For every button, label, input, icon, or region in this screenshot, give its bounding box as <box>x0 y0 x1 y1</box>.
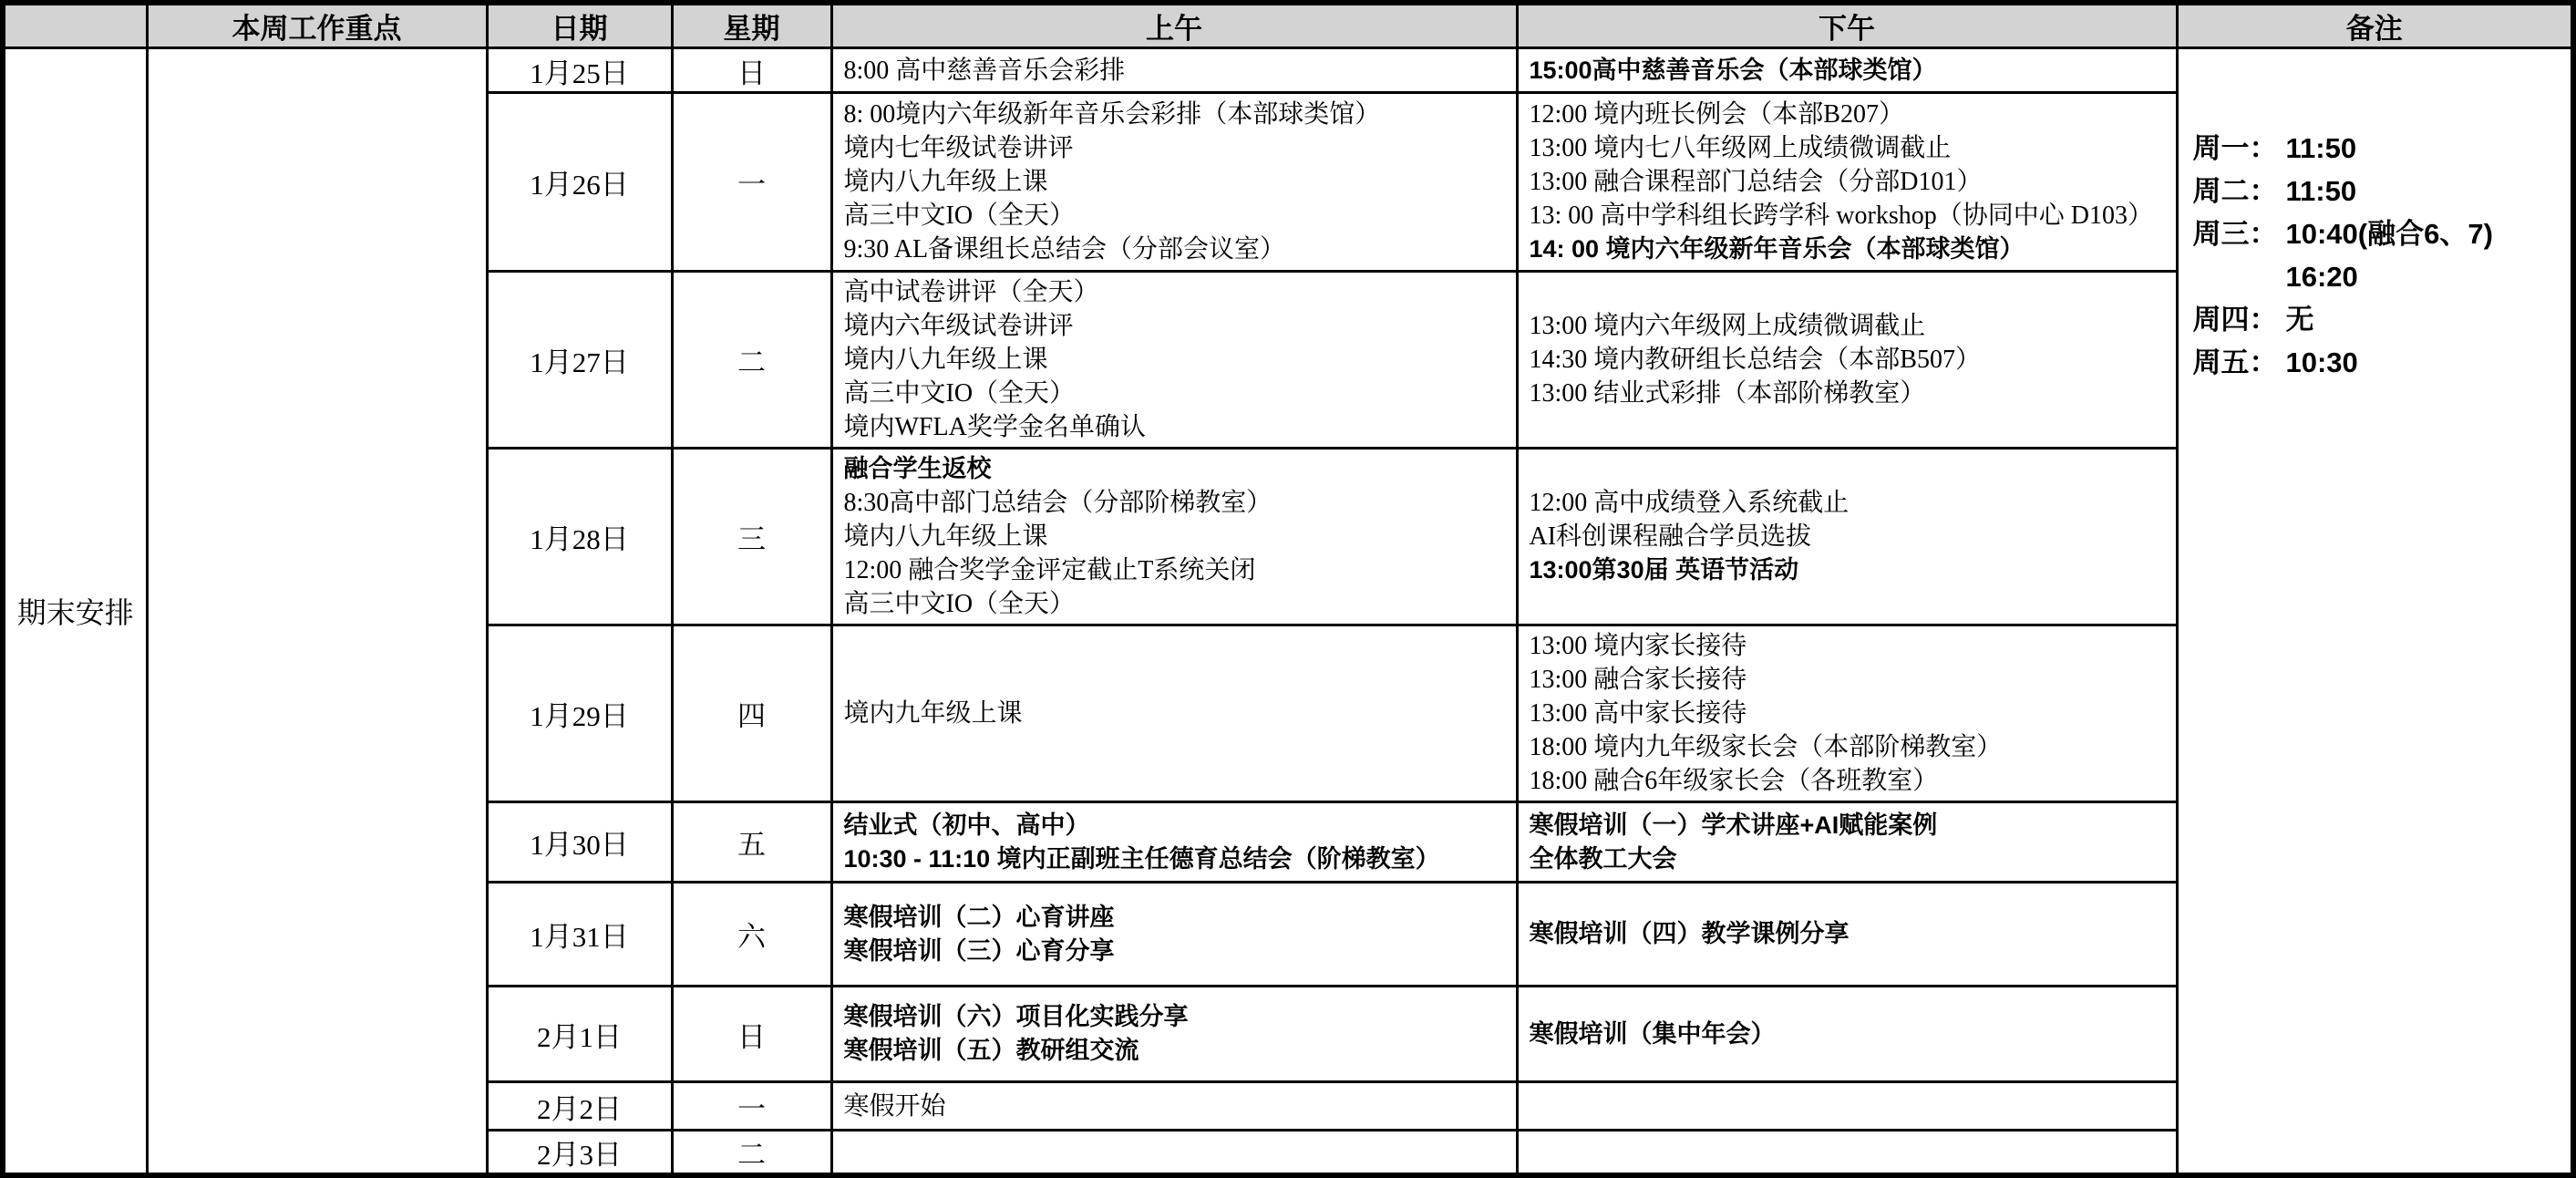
morning-cell <box>831 1131 1517 1176</box>
weekday-cell: 二 <box>672 272 831 449</box>
weekday-cell: 日 <box>672 987 831 1082</box>
weekday-cell: 一 <box>672 93 831 272</box>
note-value: 10:30 <box>2285 346 2358 378</box>
note-label: 周三： <box>2192 218 2278 250</box>
date-cell: 1月31日 <box>487 883 672 987</box>
event-line: 13:00 结业式彩排（本部阶梯教室） <box>1529 379 1926 408</box>
date-cell: 1月25日 <box>487 48 672 93</box>
date-cell: 2月2日 <box>487 1082 672 1131</box>
event-line: 13:00 境内六年级网上成绩微调截止 <box>1529 312 1926 340</box>
event-line: 寒假培训（五）教研组交流 <box>843 1037 1139 1064</box>
afternoon-cell <box>1517 987 2177 1082</box>
event-line: 12:00 境内班长例会（本部B207） <box>1529 100 1904 129</box>
note-value: 11:50 <box>2285 175 2357 207</box>
header-weekday: 星期 <box>672 3 831 48</box>
event-line: 结业式（初中、高中） <box>843 811 1090 839</box>
date-cell: 1月28日 <box>487 449 672 625</box>
event-line: 14: 00 境内六年级新年音乐会（本部球类馆） <box>1529 235 2025 263</box>
event-line: 9:30 AL备课组长总结会（分部会议室） <box>843 235 1286 264</box>
date-cell: 1月30日 <box>487 802 672 883</box>
note-value: 16:20 <box>2285 261 2358 293</box>
event-line: 高三中文IO（全天） <box>843 379 1076 408</box>
event-line: 8:00 高中慈善音乐会彩排 <box>843 56 1126 85</box>
event-line: 高三中文IO（全天） <box>843 202 1076 230</box>
event-line: 12:00 融合奖学金评定截止T系统关闭 <box>843 556 1256 584</box>
event-line: 境内八九年级上课 <box>843 522 1048 551</box>
event-line: 高中试卷讲评（全天） <box>843 278 1099 306</box>
weekday-cell: 六 <box>672 883 831 987</box>
event-line: 高三中文IO（全天） <box>843 590 1076 618</box>
event-line: 15:00高中慈善音乐会（本部球类馆） <box>1529 56 1937 84</box>
event-line: 寒假培训（六）项目化实践分享 <box>843 1003 1189 1030</box>
event-line: 18:00 境内九年级家长会（本部阶梯教室） <box>1529 733 2003 761</box>
afternoon-cell <box>1517 449 2177 625</box>
event-line: 13:00第30届 英语节活动 <box>1529 556 1799 584</box>
morning-cell <box>831 48 1517 93</box>
afternoon-cell <box>1517 93 2177 272</box>
event-line: 全体教工大会 <box>1529 844 1677 873</box>
note-label: 周四： <box>2192 304 2278 336</box>
note-line <box>2193 212 2564 255</box>
header-afternoon: 下午 <box>1517 3 2177 48</box>
event-line: 12:00 高中成绩登入系统截止 <box>1529 489 1850 517</box>
afternoon-cell <box>1517 272 2177 449</box>
event-line: 寒假培训（集中年会） <box>1529 1019 1776 1048</box>
date-cell: 2月1日 <box>487 987 672 1082</box>
header-morning: 上午 <box>831 3 1517 48</box>
header-blank <box>3 3 147 48</box>
note-label: 周五： <box>2192 346 2278 378</box>
event-line: 寒假培训（二）心育讲座 <box>843 903 1115 931</box>
morning-cell <box>831 93 1517 272</box>
date-cell: 1月27日 <box>487 272 672 449</box>
afternoon-cell <box>1517 1082 2177 1131</box>
note-value: 无 <box>2285 304 2314 336</box>
event-line: 境内八九年级上课 <box>843 346 1048 374</box>
header-remarks: 备注 <box>2177 3 2573 48</box>
header-week-focus: 本周工作重点 <box>147 3 487 48</box>
event-line: 寒假开始 <box>843 1091 946 1121</box>
event-line: 8:30高中部门总结会（分部阶梯教室） <box>843 489 1273 517</box>
date-cell: 1月26日 <box>487 93 672 272</box>
date-cell: 2月3日 <box>487 1131 672 1176</box>
weekday-cell: 日 <box>672 48 831 93</box>
week-focus-cell <box>147 48 487 1176</box>
afternoon-cell <box>1517 802 2177 883</box>
event-line: 境内六年级试卷讲评 <box>843 312 1074 340</box>
event-line: 13:00 融合家长接待 <box>1529 666 1747 694</box>
event-line: AI科创课程融合学员选拔 <box>1529 522 1812 551</box>
event-line: 13:00 境内七八年级网上成绩微调截止 <box>1529 134 1952 162</box>
event-line: 境内九年级上课 <box>843 699 1023 728</box>
morning-cell <box>831 272 1517 449</box>
event-line: 10:30 - 11:10 境内正副班主任德育总结会（阶梯教室） <box>843 844 1440 873</box>
note-line <box>2193 298 2564 341</box>
event-line: 境内七年级试卷讲评 <box>843 134 1074 162</box>
event-line: 寒假培训（四）教学课例分享 <box>1529 920 1850 947</box>
event-line: 寒假培训（三）心育分享 <box>843 936 1115 965</box>
note-value: 11:50 <box>2285 132 2357 164</box>
afternoon-cell <box>1517 883 2177 987</box>
weekday-cell: 二 <box>672 1131 831 1176</box>
section-label: 期末安排 <box>3 48 147 1176</box>
table-row <box>3 48 2573 93</box>
note-line <box>2193 255 2564 298</box>
morning-cell <box>831 1082 1517 1131</box>
note-label: 周一： <box>2192 132 2278 164</box>
afternoon-cell <box>1517 48 2177 93</box>
afternoon-cell <box>1517 1131 2177 1176</box>
event-line: 寒假培训（一）学术讲座+AI赋能案例 <box>1529 811 1938 839</box>
weekday-cell: 五 <box>672 802 831 883</box>
event-line: 8: 00境内六年级新年音乐会彩排（本部球类馆） <box>843 100 1381 129</box>
date-cell: 1月29日 <box>487 625 672 802</box>
note-line <box>2193 170 2564 212</box>
morning-cell <box>831 883 1517 987</box>
event-line: 13:00 境内家长接待 <box>1529 632 1747 660</box>
event-line: 18:00 融合6年级家长会（各班教室） <box>1529 767 1939 795</box>
event-line: 13:00 高中家长接待 <box>1529 699 1747 728</box>
afternoon-cell <box>1517 625 2177 802</box>
note-line <box>2193 341 2564 384</box>
morning-cell <box>831 449 1517 625</box>
weekday-cell: 四 <box>672 625 831 802</box>
note-label: 周二： <box>2192 175 2278 207</box>
weekday-cell: 三 <box>672 449 831 625</box>
event-line: 融合学生返校 <box>843 455 992 482</box>
note-line <box>2193 127 2564 170</box>
morning-cell <box>831 802 1517 883</box>
remarks-cell <box>2177 48 2573 1176</box>
morning-cell <box>831 625 1517 802</box>
event-line: 境内八九年级上课 <box>843 168 1048 196</box>
header-date: 日期 <box>487 3 672 48</box>
event-line: 13: 00 高中学科组长跨学科 workshop（协同中心 D103） <box>1529 202 2153 230</box>
event-line: 境内WFLA奖学金名单确认 <box>843 413 1146 441</box>
event-line: 13:00 融合课程部门总结会（分部D101） <box>1529 168 1983 196</box>
morning-cell <box>831 987 1517 1082</box>
note-value: 10:40(融合6、7) <box>2285 218 2493 250</box>
weekday-cell: 一 <box>672 1082 831 1131</box>
event-line: 14:30 境内教研组长总结会（本部B507） <box>1529 346 1981 374</box>
header-row <box>3 3 2573 48</box>
